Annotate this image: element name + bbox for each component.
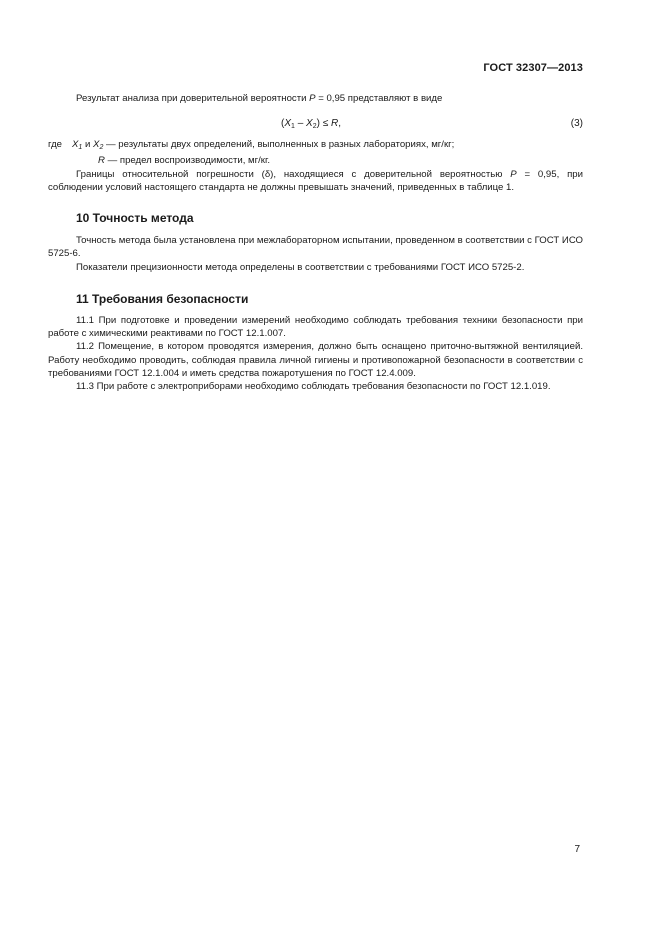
section-10-paragraph-1: Точность метода была установлена при межлабораторном испытании, проведенном в соответствии с ГОСТ ИСО 5725-6. [48, 235, 583, 260]
document-body [48, 92, 583, 393]
formula-comma: , [338, 118, 342, 130]
bounds-text-2: = 0,95, при соблюдении условий настоящего стандарта не должны превышать значений, приведенных в таблице 1. [48, 168, 583, 193]
bounds-p-symbol: P [510, 168, 517, 180]
section-11-paragraph-1: 11.1 При подготовке и проведении измерений необходимо соблюдать требования техники безопасности при работе с химическими реактивами по ГОСТ 12.1.007. [48, 315, 583, 340]
formula-r: R [331, 118, 339, 130]
intro-paragraph [48, 92, 583, 105]
formula-3 [281, 117, 341, 133]
definition-r-symbol: R [98, 155, 105, 167]
formula-minus: – [294, 118, 307, 130]
formula-le: ) ≤ [316, 118, 331, 130]
formula-number: (3) [570, 118, 583, 130]
formula-paren-open: ( [281, 118, 285, 130]
section-11-paragraph-2: 11.2 Помещение, в котором проводятся измерения, должно быть оснащено приточно-вытяжной вентиляцией. Работу необходимо проводить, соблюдая правила личной гигиены и противопожарной безопасности в соответствии с требованиями ГОСТ 12.1.004 и иметь средства пожаротушения по ГОСТ 12.4.009. [48, 341, 583, 379]
definition-x1-symbol [72, 138, 82, 154]
formula-sub1: 1 [291, 123, 295, 131]
definition-r-text: — предел воспроизводимости, мг/кг. [104, 155, 270, 167]
definition-r [48, 154, 583, 167]
section-10-paragraph-2: Показатели прецизионности метода определены в соответствии с требованиями ГОСТ ИСО 5725-2. [76, 261, 525, 273]
page-number: 7 [574, 844, 580, 855]
definition-x-text: — результаты двух определений, выполненных в разных лабораториях, мг/кг; [103, 139, 455, 151]
section-11-title: 11 Требования безопасности [76, 291, 249, 306]
bounds-paragraph [48, 168, 583, 194]
definitions [48, 138, 583, 167]
section-10-title: 10 Точность метода [76, 211, 194, 226]
definition-lead: где [48, 139, 63, 151]
formula-sub2: 2 [312, 123, 317, 131]
p-symbol: P [309, 93, 316, 104]
x1-sub: 1 [78, 144, 83, 152]
document-code: ГОСТ 32307—2013 [483, 62, 583, 74]
formula-x1: X [284, 118, 292, 130]
section-11-paragraph-3: 11.3 При работе с электроприборами необходимо соблюдать требования безопасности по ГОСТ 12.1.019. [76, 381, 551, 393]
x2-letter: X [93, 139, 100, 151]
intro-text-2: = 0,95 представляют в виде [315, 93, 443, 104]
bounds-text-1: Границы относительной погрешности (δ), находящиеся с доверительной вероятностью [76, 168, 511, 180]
intro-text-1: Результат анализа при доверительной вероятности [76, 93, 310, 104]
definition-x2-symbol [93, 138, 103, 154]
formula-row [48, 117, 583, 133]
x1-letter: X [72, 139, 79, 151]
definition-and: и [82, 139, 94, 151]
definition-x [48, 138, 583, 154]
formula-x2: X [306, 118, 313, 130]
x2-sub: 2 [99, 144, 104, 152]
